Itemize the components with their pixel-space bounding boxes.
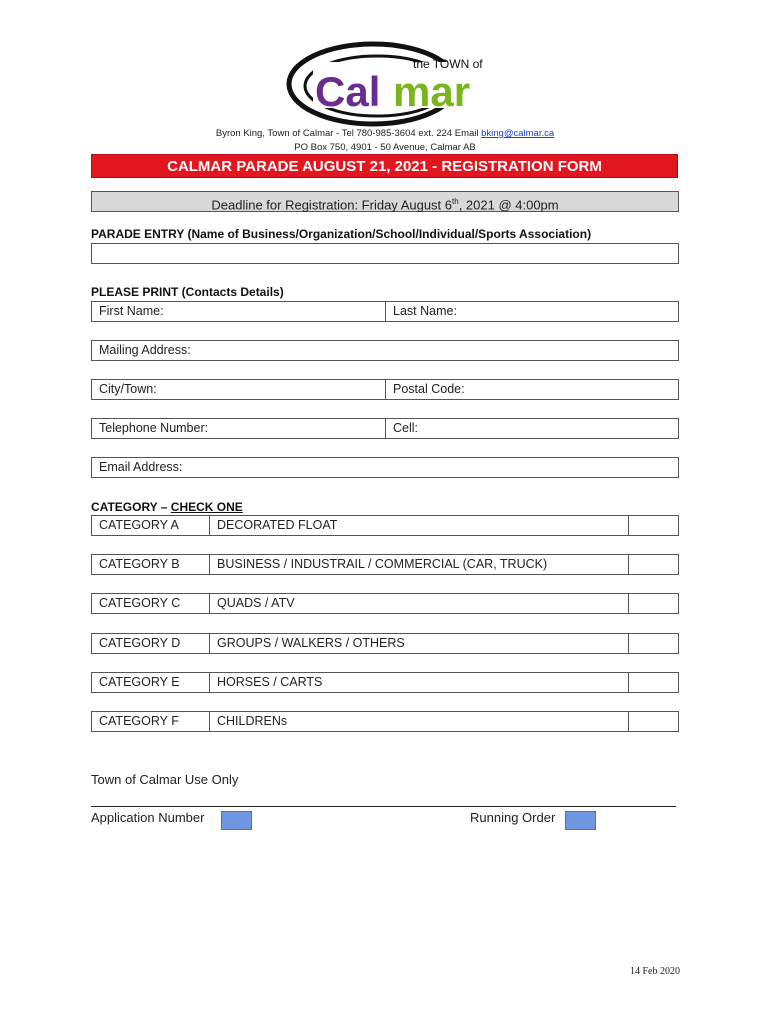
category-row: [91, 515, 679, 536]
category-description: GROUPS / WALKERS / OTHERS: [217, 636, 405, 650]
running-order-label: Running Order: [470, 810, 556, 825]
category-b-checkbox[interactable]: [629, 555, 678, 574]
category-c-checkbox[interactable]: [629, 594, 678, 613]
check-one-text: CHECK ONE: [170, 500, 243, 514]
city-field[interactable]: [92, 380, 385, 399]
category-description: BUSINESS / INDUSTRAIL / COMMERCIAL (CAR, TRUCK): [217, 557, 548, 571]
email-field[interactable]: [91, 457, 679, 478]
application-number-field[interactable]: [221, 811, 252, 830]
phone-row: [91, 418, 679, 439]
category-description: CHILDRENs: [217, 714, 288, 728]
last-name-label: Last Name:: [393, 304, 457, 318]
cell-field[interactable]: [386, 419, 678, 438]
postal-code-field[interactable]: [386, 380, 678, 399]
category-row: [91, 554, 679, 575]
application-number-label: Application Number: [91, 810, 205, 825]
category-row: [91, 672, 679, 693]
logo-mar-text: mar: [393, 68, 471, 115]
category-f-checkbox[interactable]: [629, 712, 678, 731]
category-description: DECORATED FLOAT: [217, 518, 338, 532]
category-description: HORSES / CARTS: [217, 675, 323, 689]
category-e-checkbox[interactable]: [629, 673, 678, 692]
category-row: [91, 593, 679, 614]
category-code: CATEGORY C: [99, 596, 181, 610]
category-row: [91, 711, 679, 732]
contact-line-1: [0, 128, 770, 139]
category-code: CATEGORY A: [99, 518, 179, 532]
last-name-field[interactable]: [386, 302, 678, 321]
telephone-field[interactable]: [92, 419, 385, 438]
office-use-heading: Town of Calmar Use Only: [91, 772, 239, 787]
contact-phone-text: Byron King, Town of Calmar - Tel 780-985-3604 ext. 224 Email: [215, 128, 482, 139]
city-row: [91, 379, 679, 400]
parade-entry-value: [92, 244, 678, 263]
logo-cal-text: Cal: [315, 68, 381, 115]
footer-date: 14 Feb 2020: [630, 966, 680, 977]
category-code: CATEGORY E: [99, 675, 180, 689]
deadline-text-before: Deadline for Registration: Friday August 6: [211, 197, 453, 213]
office-use-divider: [91, 806, 676, 807]
logo-prefix-text: the TOWN of: [413, 57, 483, 71]
parade-entry-label: PARADE ENTRY (Name of Business/Organization/School/Individual/Sports Association): [91, 227, 592, 241]
city-label: City/Town:: [99, 382, 157, 396]
contacts-heading: PLEASE PRINT (Contacts Details): [91, 285, 284, 299]
form-title: CALMAR PARADE AUGUST 21, 2021 - REGISTRATION FORM: [91, 154, 678, 178]
deadline-banner: [91, 191, 679, 212]
deadline-text-after: , 2021 @ 4:00pm: [458, 197, 559, 213]
category-a-checkbox[interactable]: [629, 516, 678, 535]
category-row: [91, 633, 679, 654]
postal-code-label: Postal Code:: [393, 382, 465, 396]
town-of-calmar-logo: [285, 40, 495, 128]
deadline-sup: th: [452, 197, 459, 206]
mailing-address-label: Mailing Address:: [99, 343, 191, 357]
contact-address: PO Box 750, 4901 - 50 Avenue, Calmar AB: [294, 142, 476, 153]
cell-label: Cell:: [393, 421, 419, 435]
category-heading: CATEGORY – CHECK ONE: [91, 500, 243, 514]
first-name-field[interactable]: [92, 302, 385, 321]
telephone-label: Telephone Number:: [99, 421, 209, 435]
first-name-label: First Name:: [99, 304, 164, 318]
name-row: [91, 301, 679, 322]
email-label: Email Address:: [99, 460, 183, 474]
parade-entry-field[interactable]: [91, 243, 679, 264]
category-code: CATEGORY B: [99, 557, 180, 571]
category-description: QUADS / ATV: [217, 596, 295, 610]
category-d-checkbox[interactable]: [629, 634, 678, 653]
running-order-field[interactable]: [565, 811, 596, 830]
mailing-address-field[interactable]: [91, 340, 679, 361]
category-code: CATEGORY F: [99, 714, 179, 728]
category-code: CATEGORY D: [99, 636, 181, 650]
contact-email-link[interactable]: bking@calmar.ca: [481, 128, 555, 139]
